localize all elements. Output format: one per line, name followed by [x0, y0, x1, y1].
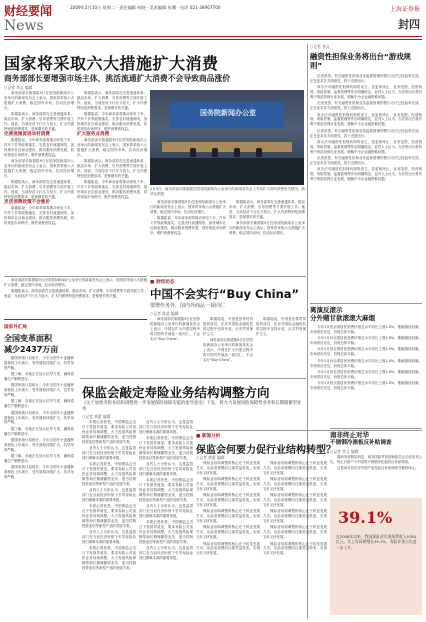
- insurance-paragraph: 本报记者获悉，中国保监会近日下发指导意见，要求寿险公司加快业务结构调整，大力发展风险保障型和长期储蓄型业务，适当控制投资连结等新型产品的发展节奏。: [139, 478, 193, 502]
- lead-continued: [4, 278, 147, 318]
- reform-paragraph: 保险业结构调整的核心在于转变发展方式，从追求规模向注重效益转变，实现又好又快发展。: [196, 461, 260, 475]
- photo-person: [212, 148, 218, 157]
- reform-paragraph: 保险业结构调整的核心在于转变发展方式，从追求规模向注重效益转变，实现又好又快发展。: [263, 493, 327, 508]
- photo-caption: 2月9日，商务部部长陈德铭在国务院新闻办公室举行的新闻发布会上介绍扩大国内消费有关情况。新华社供图: [150, 187, 305, 196]
- sidebar-bottom-headline-1: 南非终止对华: [330, 431, 369, 439]
- lead-paragraph: 陈德铭表示，商务部将在完善流通体系、搞活市场、扩大消费、引导消费等方面开展工作。他说，当前经济下行压力较大，扩大内需特别是消费需求，是保增长的关键。: [77, 158, 147, 178]
- lead-paragraph: 商务部部长陈德铭9日在国务院新闻办公室举行的新闻发布会上表示，国家将采取六大措施扩大消费，稳定国内市场，拉动经济增长。: [150, 200, 226, 214]
- reform-col-2: [263, 461, 327, 616]
- paper-name: 上海证券报: [389, 6, 420, 13]
- section-rule: [150, 276, 306, 277]
- sidebar-paragraph: 记者获悉，有关融资性担保业务监督管理的暂行办法已经起草完成，正在征求各方面意见，将于近期出台。: [310, 155, 422, 165]
- left-lower-headline-1: 全国变革面积: [4, 334, 52, 343]
- insurance-col-1: [82, 420, 136, 616]
- reform-paragraph: 保险业结构调整的核心在于转变发展方式，从追求规模向注重效益转变，实现又好又快发展。: [196, 541, 260, 556]
- masthead: [0, 0, 426, 44]
- lead-paragraph: 陈德铭表示，商务部将在完善流通体系、搞活市场、扩大消费、引导消费等方面开展工作。他说，当前经济下行压力较大，扩大内需特别是消费需求，是保增长的关键。: [77, 91, 147, 110]
- lead-paragraph: 陈德铭说，今年商务部将推动家电下乡、汽车下乡等政策落实，完善农村流通网络，加快城市社区商业建设，推动服务消费发展，同时规范市场秩序，维护消费者权益。: [77, 179, 147, 199]
- photo-banner-text: 国务院新闻办公室: [200, 109, 256, 117]
- left-lower-paragraph: 据国家统计局统计，今年全国冬小麦播种面积较上年减少，受旱面积持续扩大，抗旱形势严峻。: [4, 356, 74, 370]
- sidebar-mid-body: [310, 325, 422, 425]
- section-en-label: News: [4, 18, 44, 34]
- reform-paragraph: 保险业结构调整的核心在于转变发展方式，从追求规模向注重效益转变，实现又好又快发展。: [263, 477, 327, 491]
- china-story-headline: 中国不会实行“Buy China”: [150, 287, 300, 301]
- stat-value: 39.1%: [338, 508, 393, 527]
- photo-person: [190, 148, 196, 157]
- photo-person: [234, 148, 240, 157]
- china-story-paragraph: 陈德铭说，中国是世界贸易组织成员，在应对国际金融危机的过程中坚持开放，反对贸易保护主义。: [256, 317, 306, 336]
- sidebar-paragraph: 记者获悉，有关融资性担保业务监督管理的暂行办法已经起草完成，正在征求各方面意见，将于近期出台。: [310, 101, 422, 111]
- page-label: 封四: [398, 18, 420, 31]
- reform-paragraph: 保险业结构调整的核心在于转变发展方式，从追求规模向注重效益转变，实现又好又快发展。: [196, 525, 260, 540]
- masthead-info: 2009年2月10日 星期二 · 责任编辑 何晓 · 美术编辑 张曙 · 电话 021-38967700: [70, 5, 221, 10]
- sidebar-bottom-paragraph: 据商务部网站消息，南非国际贸易管理委员会日前发布公告，终止对原产于中国的不锈钢冷轧板的反补贴调查。: [330, 455, 422, 464]
- lead-paragraph: 商务部部长陈德铭9日在国务院新闻办公室举行的新闻发布会上表示，国家将采取六大措施扩大消费，稳定国内市场，拉动经济增长。: [4, 158, 74, 178]
- left-lower-paragraph: 据了解，各地正在加大抗旱力度，确保春播生产顺利进行。: [4, 372, 74, 382]
- lead-paragraph: 陈德铭表示，商务部将在完善流通体系、搞活市场、扩大消费、引导消费等方面开展工作。他说，当前经济下行压力较大，扩大内需特别是消费需求，是保增长的关键。: [4, 289, 147, 299]
- sidebar-paragraph: 该办法对融资性担保机构的设立、变更和终止，业务范围，经营规则，风险控制，监督管理等作出明确规定，业内人士认为，办法的出台将有利于规范担保行业发展，缓解中小企业融资难问题。: [310, 139, 422, 154]
- insurance-paragraph: 业内人士分析认为，这是监管部门在当前经济形势下引导寿险业回归保障本源的重要举措。: [82, 529, 136, 544]
- masthead-thin-rule: [4, 39, 422, 40]
- insurance-subheadline: 《关于加快寿险业结构调整进一步发展保险保障功能的指导意见》下发，将大力发展风险保障型业务和长期储蓄型业务: [82, 401, 302, 412]
- lead-column-2: [77, 91, 147, 273]
- section-rule-red: [4, 319, 147, 320]
- lead-subsection-heading: 扩大服务业消费: [77, 132, 110, 138]
- sidebar-mid-paragraph: 今年1月份全国居民消费价格总水平同比上涨1.0%，涨幅继续回落，市场供应充足，价格总体平稳。: [310, 381, 422, 390]
- section-rule: [310, 303, 422, 304]
- insurance-paragraph: 业内人士分析认为，这是监管部门在当前经济形势下引导寿险业回归保障本源的重要举措。: [139, 504, 193, 518]
- lead-column-4: [229, 200, 305, 272]
- reform-paragraph: 保险业结构调整的核心在于转变发展方式，从追求规模向注重效益转变，实现又好又快发展。: [196, 477, 260, 491]
- lead-paragraph: 商务部部长陈德铭9日在国务院新闻办公室举行的新闻发布会上表示，国家将采取六大措施扩大消费，稳定国内市场，拉动经济增长。: [4, 278, 147, 287]
- reform-paragraph: 保险业结构调整的核心在于转变发展方式，从追求规模向注重效益转变，实现又好又快发展。: [196, 493, 260, 508]
- sidebar-paragraph: 该办法对融资性担保机构的设立、变更和终止，业务范围，经营规则，风险控制，监督管理等作出明确规定，业内人士认为，办法的出台将有利于规范担保行业发展，缓解中小企业融资难问题。: [310, 167, 422, 181]
- reform-paragraph: 保险业结构调整的核心在于转变发展方式，从追求规模向注重效益转变，实现又好又快发展。: [196, 509, 260, 524]
- left-lower-col-1: [4, 356, 74, 616]
- reform-paragraph: 保险业结构调整的核心在于转变发展方式，从追求规模向注重效益转变，实现又好又快发展。: [263, 541, 327, 556]
- reform-byline: ○记者 黄蕾 编辑: [196, 455, 225, 460]
- lead-headline: 国家将采取六大措施扩大消费: [4, 54, 219, 73]
- insurance-col-2: [139, 420, 193, 616]
- china-story-col-2: [203, 317, 253, 375]
- china-story-col-3: [256, 317, 306, 375]
- sidebar-bottom-body: [330, 455, 422, 495]
- section-rule: [330, 428, 422, 429]
- lead-paragraph: 商务部部长陈德铭9日在国务院新闻办公室举行的新闻发布会上表示，国家将采取六大措施扩大消费，稳定国内市场，拉动经济增长。: [4, 91, 74, 110]
- insurance-paragraph: 业内人士分析认为，这是监管部门在当前经济形势下引导寿险业回归保障本源的重要举措。: [139, 420, 193, 434]
- left-lower-paragraph: 据了解，各地正在加大抗旱力度，确保春播生产顺利进行。: [4, 454, 74, 463]
- sidebar-mid-headline-1: 离演反滚示: [310, 306, 343, 314]
- sidebar-body: [310, 74, 422, 300]
- sidebar-mid-paragraph: 今年1月份全国居民消费价格总水平同比上涨1.0%，涨幅继续回落，市场供应充足，价格总体平稳。: [310, 325, 422, 334]
- lead-byline: ○记者 李文 编辑: [4, 85, 33, 90]
- left-lower-headline-2: 减少2437万亩: [4, 345, 59, 354]
- lead-paragraph: 陈德铭说，今年商务部将推动家电下乡、汽车下乡等政策落实，完善农村流通网络，加快城市社区商业建设，推动服务消费发展，同时规范市场秩序，维护消费者权益。: [150, 216, 226, 235]
- reform-label: ■ 新闻分析: [196, 434, 221, 439]
- china-story-paragraph: 商务部部长陈德铭9日在国务院新闻办公室举行的新闻发布会上表示，中国在扩大内需过程中将对国内外商品一视同仁，不会实行“Buy China”。: [150, 317, 200, 341]
- lead-paragraph: 陈德铭表示，商务部将在完善流通体系、搞活市场、扩大消费、引导消费等方面开展工作。他说，当前经济下行压力较大，扩大内需特别是消费需求，是保增长的关键。: [229, 200, 305, 219]
- left-lower-paragraph: 据国家统计局统计，今年全国冬小麦播种面积较上年减少，受旱面积持续扩大，抗旱形势严峻。: [4, 410, 74, 425]
- lead-column-1: [4, 91, 74, 273]
- press-conference-photo: [150, 90, 304, 185]
- masthead-rule: [4, 36, 422, 37]
- insurance-paragraph: 业内人士分析认为，这是监管部门在当前经济形势下引导寿险业回归保障本源的重要举措。: [82, 445, 136, 460]
- reform-col-1: [196, 461, 260, 616]
- lead-paragraph: 陈德铭表示，商务部将在完善流通体系、搞活市场、扩大消费、引导消费等方面开展工作。他说，当前经济下行压力较大，扩大内需特别是消费需求，是保增长的关键。: [4, 179, 74, 199]
- lead-paragraph: 陈德铭说，今年商务部将推动家电下乡、汽车下乡等政策落实，完善农村流通网络，加快城市社区商业建设，推动服务消费发展，同时规范市场秩序，维护消费者权益。: [4, 205, 74, 225]
- insurance-paragraph: 本报记者获悉，中国保监会近日下发指导意见，要求寿险公司加快业务结构调整，大力发展风险保障型和长期储蓄型业务，适当控制投资连结等新型产品的发展节奏。: [82, 420, 136, 444]
- insurance-paragraph: 本报记者获悉，中国保监会近日下发指导意见，要求寿险公司加快业务结构调整，大力发展风险保障型和长期储蓄型业务，适当控制投资连结等新型产品的发展节奏。: [82, 504, 136, 528]
- sidebar-byline: ○记者 李文: [310, 44, 330, 49]
- sidebar-mid-headline-2: 分外赌甘欲滚滚大麻烟: [310, 314, 375, 322]
- sidebar-bottom-byline: ○记者 李文 编辑: [330, 449, 359, 454]
- insurance-paragraph: 本报记者获悉，中国保监会近日下发指导意见，要求寿险公司加快业务结构调整，大力发展风险保障型和长期储蓄型业务，适当控制投资连结等新型产品的发展节奏。: [82, 462, 136, 486]
- sidebar-mid-paragraph: 今年1月份全国居民消费价格总水平同比上涨1.0%，涨幅继续回落，市场供应充足，价格总体平稳。: [310, 369, 422, 379]
- china-story-label: ■ 财经动态: [150, 280, 175, 285]
- lead-subheadline: 商务部部长要增强市场主体、挑活流通扩大消费不会导致商品涨价: [4, 74, 231, 83]
- insurance-byline: ○记者 黄蕾 编辑: [82, 414, 111, 419]
- insurance-paragraph: 业内人士分析认为，这是监管部门在当前经济形势下引导寿险业回归保障本源的重要举措。: [139, 546, 193, 560]
- insurance-paragraph: 业内人士分析认为，这是监管部门在当前经济形势下引导寿险业回归保障本源的重要举措。: [82, 487, 136, 502]
- insurance-paragraph: 业内人士分析认为，这是监管部门在当前经济形势下引导寿险业回归保障本源的重要举措。: [139, 462, 193, 476]
- sidebar-mid-paragraph: 今年1月份全国居民消费价格总水平同比上涨1.0%，涨幅继续回落，市场供应充足，价格总体平稳。: [310, 358, 422, 368]
- lead-column-3: [150, 200, 226, 272]
- sidebar-headline: 融资性担保业务将出台“游戏规则”: [310, 52, 411, 70]
- lead-subsection-heading: 灵活消费政策不会涨价: [4, 199, 50, 205]
- photo-person: [256, 148, 262, 157]
- insurance-paragraph: 本报记者获悉，中国保监会近日下发指导意见，要求寿险公司加快业务结构调整，大力发展风险保障型和长期储蓄型业务，适当控制投资连结等新型产品的发展节奏。: [82, 546, 136, 570]
- left-lower-paragraph: 据国家统计局统计，今年全国冬小麦播种面积较上年减少，受旱面积持续扩大，抗旱形势严峻。: [4, 383, 74, 398]
- sidebar-bottom-headline-2: 不锈钢冷滚板反补贴调查: [330, 440, 392, 446]
- lead-paragraph: 商务部部长陈德铭9日在国务院新闻办公室举行的新闻发布会上表示，国家将采取六大措施扩大消费，稳定国内市场，拉动经济增长。: [77, 137, 147, 157]
- lead-subsection-heading: 完善流通促进农村消费: [4, 132, 50, 138]
- sidebar-paragraph: 记者获悉，有关融资性担保业务监督管理的暂行办法已经起草完成，正在征求各方面意见，将于近期出台。: [310, 128, 422, 138]
- photo-audience: [150, 158, 304, 185]
- reform-paragraph: 保险业结构调整的核心在于转变发展方式，从追求规模向注重效益转变，实现又好又快发展。: [263, 461, 327, 475]
- insurance-headline: 保监会敲定寿险业务结构调整方向: [82, 385, 270, 400]
- left-lower-paragraph: 据国家统计局统计，今年全国冬小麦播种面积较上年减少，受旱面积持续扩大，抗旱形势严峻。: [4, 437, 74, 452]
- left-lower-label: 国家外汇局: [4, 325, 27, 330]
- china-story-paragraph: 陈德铭说，中国是世界贸易组织成员，在应对国际金融危机的过程中坚持开放，反对贸易保护主义。: [203, 317, 253, 336]
- section-rule: [80, 378, 306, 379]
- reform-paragraph: 保险业结构调整的核心在于转变发展方式，从追求规模向注重效益转变，实现又好又快发展。: [263, 509, 327, 524]
- left-lower-paragraph: 据国家统计局统计，今年全国冬小麦播种面积较上年减少，受旱面积持续扩大，抗旱形势严峻。: [4, 465, 74, 480]
- reform-paragraph: 保险业结构调整的核心在于转变发展方式，从追求规模向注重效益转变，实现又好又快发展。: [263, 525, 327, 540]
- sidebar-paragraph: 该办法对融资性担保机构的设立、变更和终止，业务范围，经营规则，风险控制，监督管理等作出明确规定，业内人士认为，办法的出台将有利于规范担保行业发展，缓解中小企业融资难问题。: [310, 112, 422, 127]
- stat-text: 在2008年以来，我国保险业实现保费收入9784亿元，比上年同期增长39.1%，寿险业务占比进一步上升。: [336, 534, 417, 550]
- china-story-col-1: [150, 317, 200, 375]
- china-story-byline: ○记者 陈凌 编辑: [150, 311, 179, 316]
- section-logo: 财经要闻: [4, 4, 53, 18]
- china-story-paragraph: 商务部部长陈德铭9日在国务院新闻办公室举行的新闻发布会上表示，中国在扩大内需过程中将对国内外商品一视同仁，不会实行“Buy China”。: [203, 338, 253, 362]
- photo-table: [162, 142, 292, 152]
- lead-paragraph: 陈德铭说，今年商务部将推动家电下乡、汽车下乡等政策落实，完善农村流通网络，加快城市社区商业建设，推动服务消费发展，同时规范市场秩序，维护消费者权益。: [4, 137, 74, 157]
- sidebar-bottom-paragraph: 这是南非首次对中国产品发起反补贴调查并最终终止。: [337, 466, 419, 471]
- lead-paragraph: 商务部部长陈德铭9日在国务院新闻办公室举行的新闻发布会上表示，国家将采取六大措施扩大消费，稳定国内市场，拉动经济增长。: [229, 221, 305, 235]
- lead-paragraph: 陈德铭表示，商务部将在完善流通体系、搞活市场、扩大消费、引导消费等方面开展工作。他说，当前经济下行压力较大，扩大内需特别是消费需求，是保增长的关键。: [4, 112, 74, 131]
- insurance-paragraph: 本报记者获悉，中国保监会近日下发指导意见，要求寿险公司加快业务结构调整，大力发展风险保障型和长期储蓄型业务，适当控制投资连结等新型产品的发展节奏。: [139, 436, 193, 460]
- left-lower-paragraph: 据了解，各地正在加大抗旱力度，确保春播生产顺利进行。: [4, 426, 74, 436]
- reform-headline: 保监会何要力促行业结构转型？: [196, 445, 336, 456]
- sidebar-mid-paragraph: 今年1月份全国居民消费价格总水平同比上涨1.0%，涨幅继续回落，市场供应充足，价格总体平稳。: [310, 347, 422, 357]
- sidebar-paragraph: 记者获悉，有关融资性担保业务监督管理的暂行办法已经起草完成，正在征求各方面意见，将于近期出台。: [310, 74, 422, 83]
- lead-paragraph: 陈德铭说，今年商务部将推动家电下乡、汽车下乡等政策落实，完善农村流通网络，加快城市社区商业建设，推动服务消费发展，同时规范市场秩序，维护消费者权益。: [77, 112, 147, 131]
- insurance-paragraph: 本报记者获悉，中国保监会近日下发指导意见，要求寿险公司加快业务结构调整，大力发展风险保障型和长期储蓄型业务，适当控制投资连结等新型产品的发展节奏。: [139, 520, 193, 544]
- sidebar-mid-paragraph: 今年1月份全国居民消费价格总水平同比上涨1.0%，涨幅继续回落，市场供应充足，价格总体平稳。: [310, 336, 422, 346]
- china-story-subheadline: 要增作务外，国内外商品一视同仁: [150, 303, 226, 309]
- section-rule: [4, 276, 147, 277]
- left-lower-paragraph: 据了解，各地正在加大抗旱力度，确保春播生产顺利进行。: [4, 399, 74, 409]
- sidebar-paragraph: 该办法对融资性担保机构的设立、变更和终止，业务范围，经营规则，风险控制，监督管理等作出明确规定，业内人士认为，办法的出台将有利于规范担保行业发展，缓解中小企业融资难问题。: [310, 85, 422, 100]
